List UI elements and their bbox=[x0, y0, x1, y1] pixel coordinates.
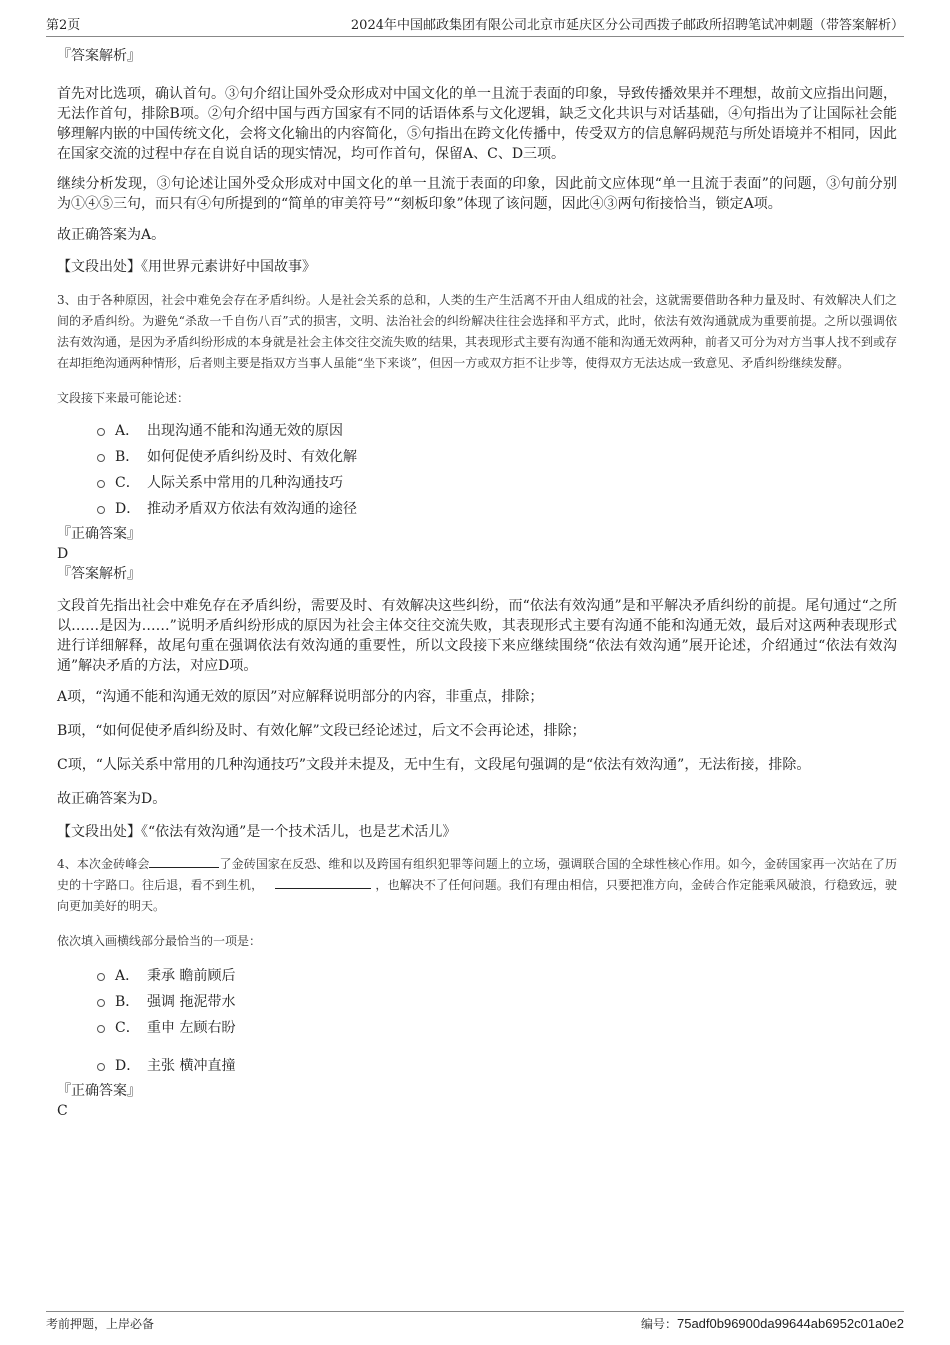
correct-answer: C bbox=[57, 1103, 68, 1119]
question-stem: 4、本次金砖峰会 了金砖国家在反恐、维和以及跨国有组织犯罪等问题上的立场，强调联合国的全球性核心作用。如今，金砖国家再一次站在了历史的十字路口。往后退，看不到生机， ，也解决不了任何问题。我们有理由相信，只要把准方向，金砖合作定能乘风破浪，行稳致远，驶向更加美好的明天。 bbox=[57, 857, 897, 913]
page-content bbox=[57, 46, 897, 1121]
answer-heading: 『正确答案』 bbox=[57, 1083, 141, 1099]
passage-source: 【文段出处】《“依法有效沟通”是一个技术活儿，也是艺术活儿》 bbox=[57, 824, 457, 840]
option-c[interactable]: C． 重申 左顾右盼 bbox=[57, 1014, 897, 1040]
option-elimination: A项，“沟通不能和沟通无效的原因”对应解释说明部分的内容，非重点，排除； bbox=[57, 689, 544, 705]
radio-icon[interactable] bbox=[97, 999, 105, 1007]
answer-heading: 『正确答案』 bbox=[57, 526, 141, 542]
option-list bbox=[57, 417, 897, 521]
option-b[interactable]: B． 如何促使矛盾纠纷及时、有效化解 bbox=[57, 443, 897, 469]
analysis-paragraph: 继续分析发现，③句论述让国外受众形成对中国文化的单一且流于表面的印象，因此前文应体现“单一且流于表面”的问题，③句前分别为①④⑤三句，而只有④句所提到的“简单的审美符号”“刻板印象”体现了该问题，因此④③两句衔接恰当，锁定A项。 bbox=[57, 176, 897, 212]
option-d[interactable]: D． 主张 横冲直撞 bbox=[57, 1052, 897, 1078]
option-list bbox=[57, 962, 897, 1078]
option-a[interactable]: A． 出现沟通不能和沟通无效的原因 bbox=[57, 417, 897, 443]
option-elimination: C项，“人际关系中常用的几种沟通技巧”文段并未提及，无中生有，文段尾句强调的是“依法有效沟通”，无法衔接，排除。 bbox=[57, 757, 811, 773]
question-prompt: 依次填入画横线部分最恰当的一项是： bbox=[57, 934, 262, 948]
question-stem: 3、由于各种原因，社会中难免会存在矛盾纠纷。人是社会关系的总和，人类的生产生活离不开由人组成的社会，这就需要借助各种力量及时、有效解决人们之间的矛盾纠纷。为避免“杀敌一千自伤八百”式的损害，文明、法治社会的纠纷解决往往会选择和平方式，此时，依法有效沟通就成为重要前提。之所以强调依法有效沟通，是因为矛盾纠纷形成的本身就是社会主体交往交流失败的结果，其表现形式主要有沟通不能和沟通无效两种，前者又可分为对方当事人找不到或存在却拒绝沟通两种情形，后者则主要是指双方当事人虽能“坐下来谈”，但因一方或双方拒不让步等，使得双方无法达成一致意见、矛盾纠纷继续发酵。 bbox=[57, 293, 898, 370]
radio-icon[interactable] bbox=[97, 480, 105, 488]
document-code: 编号：75adf0b96900da99644ab6952c01a0e2 bbox=[640, 1316, 904, 1331]
document-title: 2024年中国邮政集团有限公司北京市延庆区分公司西拨子邮政所招聘笔试冲刺题（带答案解析） bbox=[350, 18, 904, 33]
radio-icon[interactable] bbox=[97, 1025, 105, 1033]
answer-conclusion: 故正确答案为A。 bbox=[57, 227, 166, 243]
fill-blank bbox=[149, 855, 219, 868]
radio-icon[interactable] bbox=[97, 454, 105, 462]
radio-icon[interactable] bbox=[97, 1063, 105, 1071]
analysis-heading: 『答案解析』 bbox=[57, 48, 141, 64]
page-footer bbox=[46, 1311, 904, 1335]
footer-slogan: 考前押题，上岸必备 bbox=[46, 1317, 155, 1331]
radio-icon[interactable] bbox=[97, 506, 105, 514]
radio-icon[interactable] bbox=[97, 973, 105, 981]
fill-blank bbox=[275, 876, 371, 889]
option-b[interactable]: B． 强调 拖泥带水 bbox=[57, 988, 897, 1014]
page-header bbox=[46, 14, 904, 37]
question-prompt: 文段接下来最可能论述： bbox=[57, 391, 190, 405]
radio-icon[interactable] bbox=[97, 428, 105, 436]
analysis-heading: 『答案解析』 bbox=[57, 566, 141, 582]
analysis-paragraph: 首先对比选项，确认首句。③句介绍让国外受众形成对中国文化的单一且流于表面的印象，导致传播效果并不理想，故前文应指出问题，无法作首句，排除B项。②句介绍中国与西方国家有不同的话语体系与文化逻辑，缺乏文化共识与对话基础，④句指出为了让国际社会能够理解内嵌的中国传统文化，会将文化输出的内容简化，⑤句指出在跨文化传播中，传受双方的信息解码规范与所处语境并不相同，因此在国家交流的过程中存在自说自话的现实情况，均可作首句，保留A、C、D三项。 bbox=[57, 86, 897, 162]
passage-source: 【文段出处】《用世界元素讲好中国故事》 bbox=[57, 259, 316, 275]
page-number: 第2页 bbox=[46, 18, 81, 33]
answer-conclusion: 故正确答案为D。 bbox=[57, 791, 167, 807]
option-d[interactable]: D． 推动矛盾双方依法有效沟通的途径 bbox=[57, 495, 897, 521]
option-a[interactable]: A． 秉承 瞻前顾后 bbox=[57, 962, 897, 988]
option-elimination: B项，“如何促使矛盾纠纷及时、有效化解”文段已经论述过，后文不会再论述，排除； bbox=[57, 723, 586, 739]
correct-answer: D bbox=[57, 546, 69, 562]
analysis-paragraph: 文段首先指出社会中难免存在矛盾纠纷，需要及时、有效解决这些纠纷，而“依法有效沟通”是和平解决矛盾纠纷的前提。尾句通过“之所以……是因为……”说明矛盾纠纷形成的原因为社会主体交往交流失败，其表现形式主要有沟通不能和沟通无效，最后对这两种表现形式进行详细解释，故尾句重在强调依法有效沟通的重要性，所以文段接下来应继续围绕“依法有效沟通”展开论述，介绍通过“依法有效沟通”解决矛盾的方法，对应D项。 bbox=[57, 598, 897, 674]
option-c[interactable]: C． 人际关系中常用的几种沟通技巧 bbox=[57, 469, 897, 495]
